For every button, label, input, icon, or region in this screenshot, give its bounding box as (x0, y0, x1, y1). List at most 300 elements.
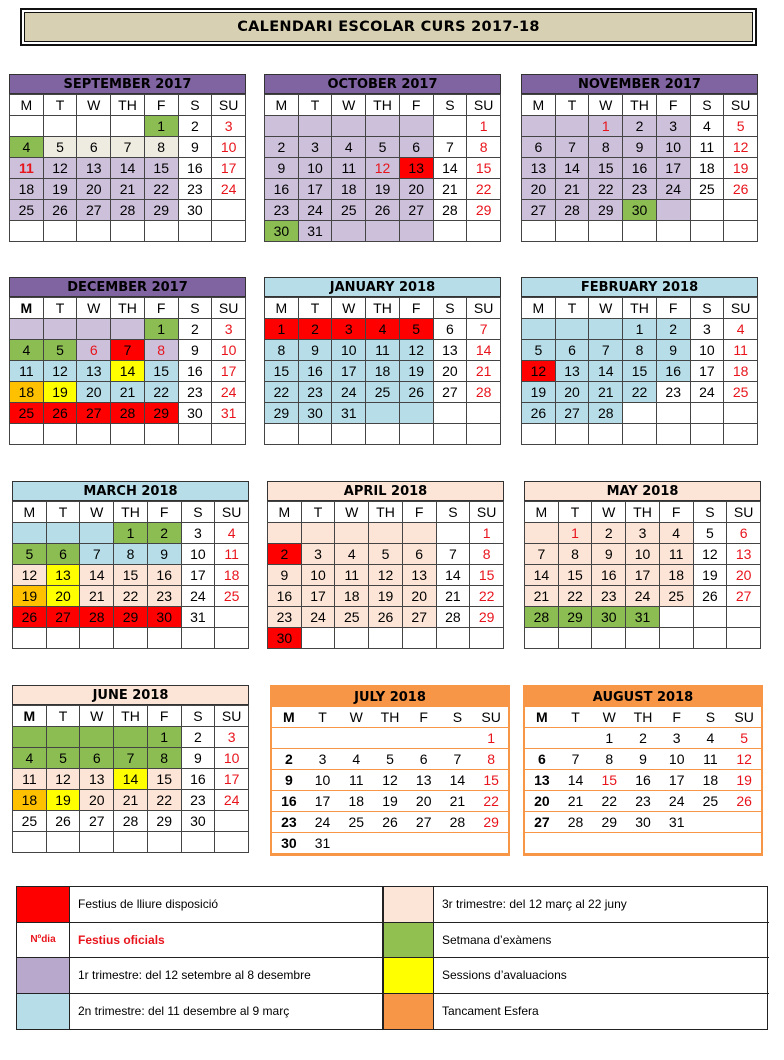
day-cell: 5 (400, 319, 434, 340)
day-cell: 22 (592, 791, 626, 812)
day-cell: 6 (47, 544, 81, 565)
day-cell (369, 523, 403, 544)
day-cell: 22 (145, 179, 179, 200)
day-cell: 14 (111, 158, 145, 179)
page-title: CALENDARI ESCOLAR CURS 2017-18 (20, 8, 757, 46)
day-cell: 31 (182, 607, 216, 628)
day-cell: 9 (182, 748, 216, 769)
weekday-header: W (332, 95, 366, 116)
day-cell: 23 (179, 382, 213, 403)
day-cell: 14 (559, 770, 593, 791)
day-cell (212, 424, 246, 445)
day-cell (589, 424, 623, 445)
legend (16, 886, 768, 1030)
day-cell: 1 (145, 319, 179, 340)
day-cell (299, 424, 333, 445)
day-cell: 19 (47, 790, 81, 811)
day-cell: 28 (559, 812, 593, 833)
legend-label: Festius de lliure disposició (70, 887, 383, 923)
weekday-header: W (592, 707, 626, 728)
day-cell: 26 (13, 607, 47, 628)
day-cell: 11 (13, 769, 47, 790)
day-cell: 29 (559, 607, 593, 628)
day-cell: 11 (339, 770, 373, 791)
day-cell (407, 728, 441, 749)
day-cell (727, 607, 761, 628)
day-cell: 7 (525, 544, 559, 565)
day-cell: 13 (403, 565, 437, 586)
day-cell: 20 (727, 565, 761, 586)
day-cell: 7 (467, 319, 501, 340)
day-cell: 13 (434, 340, 468, 361)
day-cell (522, 319, 556, 340)
day-cell: 26 (44, 403, 78, 424)
day-cell: 25 (339, 812, 373, 833)
weekday-header: SU (724, 298, 758, 319)
day-cell: 5 (44, 340, 78, 361)
day-cell: 31 (306, 833, 340, 854)
day-cell (148, 628, 182, 649)
day-cell: 27 (77, 403, 111, 424)
day-cell: 14 (111, 361, 145, 382)
day-cell: 18 (724, 361, 758, 382)
month-header: JUNE 2018 (12, 685, 249, 705)
day-cell (694, 628, 728, 649)
day-cell (179, 424, 213, 445)
day-cell: 11 (215, 544, 249, 565)
day-cell (13, 628, 47, 649)
day-cell: 2 (182, 727, 216, 748)
day-cell: 31 (212, 403, 246, 424)
day-cell (265, 424, 299, 445)
day-cell: 16 (272, 791, 306, 812)
day-cell: 30 (626, 812, 660, 833)
day-cell: 29 (470, 607, 504, 628)
day-cell: 7 (111, 340, 145, 361)
day-cell: 8 (114, 544, 148, 565)
day-cell (522, 221, 556, 242)
day-cell: 16 (182, 769, 216, 790)
day-cell: 17 (215, 769, 249, 790)
day-cell: 25 (724, 382, 758, 403)
day-cell: 15 (145, 158, 179, 179)
day-cell: 9 (179, 340, 213, 361)
day-cell: 23 (657, 382, 691, 403)
day-cell (660, 607, 694, 628)
day-cell: 3 (691, 319, 725, 340)
day-cell: 27 (522, 200, 556, 221)
day-cell: 20 (407, 791, 441, 812)
day-cell: 17 (182, 565, 216, 586)
day-cell (366, 424, 400, 445)
day-cell (47, 523, 81, 544)
weekday-header: SU (215, 706, 249, 727)
day-cell: 4 (339, 749, 373, 770)
day-cell: 10 (212, 340, 246, 361)
weekday-header: TH (369, 502, 403, 523)
day-cell (400, 116, 434, 137)
day-cell: 23 (623, 179, 657, 200)
day-cell: 14 (525, 565, 559, 586)
legend-label: 3r trimestre: del 12 març al 22 juny (434, 887, 769, 923)
day-cell (306, 728, 340, 749)
day-cell: 2 (265, 137, 299, 158)
day-cell: 3 (657, 116, 691, 137)
day-cell (434, 221, 468, 242)
day-cell (727, 833, 761, 854)
day-cell: 19 (522, 382, 556, 403)
day-cell: 23 (272, 812, 306, 833)
day-cell: 17 (332, 361, 366, 382)
weekday-header: W (80, 502, 114, 523)
day-cell (215, 628, 249, 649)
day-cell (47, 628, 81, 649)
legend-label: Sessions d’avaluacions (434, 958, 769, 994)
day-cell: 4 (724, 319, 758, 340)
day-cell: 5 (724, 116, 758, 137)
day-cell (268, 523, 302, 544)
legend-swatch-red (17, 887, 70, 923)
day-cell: 14 (114, 769, 148, 790)
day-cell (660, 628, 694, 649)
day-cell: 14 (467, 340, 501, 361)
day-cell (657, 424, 691, 445)
day-cell: 21 (80, 586, 114, 607)
day-cell (660, 833, 694, 854)
day-cell: 12 (44, 361, 78, 382)
day-cell: 16 (268, 586, 302, 607)
day-cell: 3 (660, 728, 694, 749)
day-cell: 3 (626, 523, 660, 544)
day-cell: 27 (77, 200, 111, 221)
day-cell: 8 (148, 748, 182, 769)
weekday-header: T (44, 95, 78, 116)
day-cell: 12 (47, 769, 81, 790)
day-cell (559, 728, 593, 749)
day-cell (525, 728, 559, 749)
month-september (9, 74, 246, 242)
day-cell: 31 (299, 221, 333, 242)
day-cell: 13 (727, 544, 761, 565)
day-cell: 1 (623, 319, 657, 340)
weekday-header: TH (114, 502, 148, 523)
day-cell: 23 (592, 586, 626, 607)
day-cell: 1 (145, 116, 179, 137)
day-cell (626, 833, 660, 854)
day-cell: 21 (114, 790, 148, 811)
weekday-header: SU (467, 95, 501, 116)
day-cell: 6 (407, 749, 441, 770)
day-cell: 13 (556, 361, 590, 382)
day-cell (556, 221, 590, 242)
day-cell: 25 (10, 200, 44, 221)
day-cell: 6 (400, 137, 434, 158)
day-cell: 11 (10, 158, 44, 179)
day-cell: 19 (13, 586, 47, 607)
day-cell: 1 (467, 116, 501, 137)
weekday-header: M (10, 298, 44, 319)
weekday-header: M (522, 95, 556, 116)
day-cell: 26 (369, 607, 403, 628)
day-cell: 22 (474, 791, 508, 812)
day-cell: 24 (332, 382, 366, 403)
day-cell: 11 (10, 361, 44, 382)
day-cell (13, 523, 47, 544)
day-cell: 18 (339, 791, 373, 812)
day-cell (212, 200, 246, 221)
day-cell: 21 (467, 361, 501, 382)
day-cell: 13 (47, 565, 81, 586)
day-cell: 19 (694, 565, 728, 586)
day-cell: 26 (366, 200, 400, 221)
day-cell: 18 (694, 770, 728, 791)
day-cell: 18 (332, 179, 366, 200)
day-cell: 4 (13, 748, 47, 769)
day-cell: 22 (467, 179, 501, 200)
day-cell: 8 (265, 340, 299, 361)
weekday-header: S (182, 502, 216, 523)
day-cell: 26 (400, 382, 434, 403)
day-cell (470, 628, 504, 649)
day-cell: 19 (369, 586, 403, 607)
day-cell: 17 (212, 158, 246, 179)
day-cell: 2 (179, 319, 213, 340)
day-cell: 30 (299, 403, 333, 424)
day-cell: 9 (299, 340, 333, 361)
day-cell (724, 403, 758, 424)
day-cell (694, 812, 728, 833)
day-cell: 25 (215, 586, 249, 607)
day-cell: 20 (77, 382, 111, 403)
day-cell: 21 (441, 791, 475, 812)
day-cell (114, 727, 148, 748)
weekday-header: SU (470, 502, 504, 523)
day-cell (332, 116, 366, 137)
day-cell (623, 424, 657, 445)
weekday-header: F (148, 706, 182, 727)
weekday-header: T (559, 707, 593, 728)
day-cell (592, 833, 626, 854)
day-cell: 1 (592, 728, 626, 749)
month-february (521, 277, 758, 445)
day-cell: 15 (265, 361, 299, 382)
month-header: MARCH 2018 (12, 481, 249, 501)
day-cell: 22 (470, 586, 504, 607)
weekday-header: S (691, 298, 725, 319)
day-cell: 22 (148, 790, 182, 811)
day-cell: 9 (268, 565, 302, 586)
day-cell (724, 424, 758, 445)
day-cell: 15 (474, 770, 508, 791)
day-cell: 25 (366, 382, 400, 403)
day-cell: 17 (302, 586, 336, 607)
month-august (523, 685, 763, 856)
weekday-header: M (525, 707, 559, 728)
day-cell (114, 832, 148, 853)
day-cell: 15 (592, 770, 626, 791)
day-cell: 11 (660, 544, 694, 565)
day-cell (467, 221, 501, 242)
day-cell: 25 (10, 403, 44, 424)
month-header: APRIL 2018 (267, 481, 504, 501)
day-cell: 17 (299, 179, 333, 200)
day-cell: 11 (724, 340, 758, 361)
day-cell: 6 (434, 319, 468, 340)
day-cell: 9 (179, 137, 213, 158)
day-cell: 27 (400, 200, 434, 221)
day-cell (434, 403, 468, 424)
day-cell (339, 728, 373, 749)
day-cell: 6 (556, 340, 590, 361)
day-cell (114, 628, 148, 649)
day-cell: 21 (434, 179, 468, 200)
weekday-header: S (691, 95, 725, 116)
day-cell: 8 (623, 340, 657, 361)
day-cell: 4 (366, 319, 400, 340)
weekday-header: T (299, 298, 333, 319)
day-cell: 27 (525, 812, 559, 833)
weekday-header: W (592, 502, 626, 523)
day-cell: 12 (366, 158, 400, 179)
day-cell: 16 (179, 158, 213, 179)
legend-label: Tancament Esfera (442, 1004, 539, 1019)
day-cell: 10 (302, 565, 336, 586)
day-cell: 23 (148, 586, 182, 607)
day-cell: 9 (626, 749, 660, 770)
weekday-header: F (657, 298, 691, 319)
day-cell (10, 319, 44, 340)
day-cell: 28 (111, 200, 145, 221)
day-cell: 20 (556, 382, 590, 403)
day-cell (400, 403, 434, 424)
day-cell: 1 (474, 728, 508, 749)
day-cell: 8 (592, 749, 626, 770)
month-header: DECEMBER 2017 (9, 277, 246, 297)
day-cell: 15 (559, 565, 593, 586)
day-cell (403, 523, 437, 544)
day-cell: 2 (623, 116, 657, 137)
day-cell: 18 (215, 565, 249, 586)
day-cell: 7 (556, 137, 590, 158)
legend-swatch-lilac (17, 958, 70, 994)
day-cell: 5 (13, 544, 47, 565)
day-cell (400, 424, 434, 445)
day-cell: 7 (441, 749, 475, 770)
day-cell: 14 (589, 361, 623, 382)
day-cell: 11 (366, 340, 400, 361)
day-cell: 19 (400, 361, 434, 382)
weekday-header: SU (212, 298, 246, 319)
weekday-header: W (589, 95, 623, 116)
day-cell (302, 523, 336, 544)
day-cell: 25 (13, 811, 47, 832)
day-cell: 31 (332, 403, 366, 424)
day-cell: 10 (212, 137, 246, 158)
day-cell (657, 200, 691, 221)
day-cell: 16 (626, 770, 660, 791)
day-cell: 15 (145, 361, 179, 382)
day-cell: 26 (724, 179, 758, 200)
day-cell: 22 (145, 382, 179, 403)
day-cell: 12 (522, 361, 556, 382)
weekday-header: S (179, 95, 213, 116)
day-cell (694, 833, 728, 854)
day-cell (691, 221, 725, 242)
day-cell: 2 (148, 523, 182, 544)
day-cell: 15 (148, 769, 182, 790)
day-cell: 7 (589, 340, 623, 361)
day-cell: 8 (474, 749, 508, 770)
day-cell (182, 628, 216, 649)
day-cell: 26 (373, 812, 407, 833)
day-cell (437, 523, 471, 544)
day-cell: 11 (332, 158, 366, 179)
day-cell: 9 (265, 158, 299, 179)
day-cell: 9 (657, 340, 691, 361)
day-cell: 25 (660, 586, 694, 607)
day-cell (366, 403, 400, 424)
day-cell (407, 833, 441, 854)
day-cell: 6 (77, 340, 111, 361)
weekday-header: SU (474, 707, 508, 728)
day-cell: 20 (522, 179, 556, 200)
day-cell (179, 221, 213, 242)
day-cell: 31 (626, 607, 660, 628)
weekday-header: W (335, 502, 369, 523)
day-cell: 10 (299, 158, 333, 179)
weekday-header: S (434, 298, 468, 319)
day-cell: 21 (556, 179, 590, 200)
legend-swatch-green (384, 923, 434, 959)
day-cell: 4 (332, 137, 366, 158)
day-cell: 23 (265, 200, 299, 221)
day-cell: 27 (47, 607, 81, 628)
weekday-header: SU (727, 707, 761, 728)
day-cell: 19 (366, 179, 400, 200)
day-cell: 18 (10, 179, 44, 200)
day-cell (373, 833, 407, 854)
day-cell: 12 (400, 340, 434, 361)
day-cell: 17 (660, 770, 694, 791)
legend-label: Festius oficials (70, 923, 383, 959)
day-cell: 22 (265, 382, 299, 403)
day-cell: 30 (182, 811, 216, 832)
day-cell: 12 (373, 770, 407, 791)
weekday-header: W (332, 298, 366, 319)
day-cell: 17 (657, 158, 691, 179)
day-cell (589, 221, 623, 242)
day-cell: 2 (592, 523, 626, 544)
weekday-header: SU (215, 502, 249, 523)
day-cell: 4 (10, 137, 44, 158)
day-cell: 27 (556, 403, 590, 424)
weekday-header: M (265, 298, 299, 319)
day-cell: 20 (434, 361, 468, 382)
month-november (521, 74, 758, 242)
day-cell (80, 628, 114, 649)
day-cell: 19 (44, 179, 78, 200)
day-cell: 17 (691, 361, 725, 382)
day-cell: 21 (525, 586, 559, 607)
month-june (12, 685, 249, 853)
day-cell (657, 403, 691, 424)
day-cell (111, 221, 145, 242)
day-cell: 5 (373, 749, 407, 770)
day-cell (691, 200, 725, 221)
day-cell (623, 403, 657, 424)
day-cell: 7 (434, 137, 468, 158)
weekday-header: F (660, 502, 694, 523)
